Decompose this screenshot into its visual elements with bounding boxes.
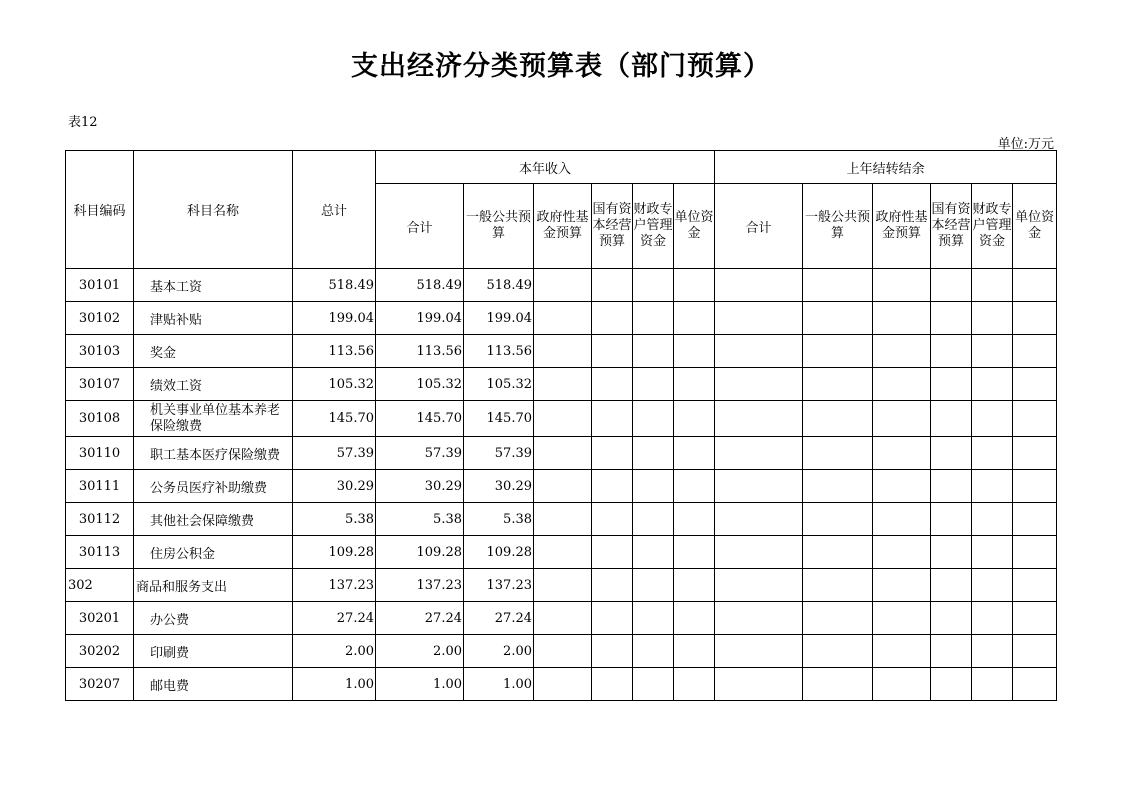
cell-general-budget: 105.32: [464, 368, 534, 401]
cell-general-budget: 113.56: [464, 335, 534, 368]
cell-empty: [534, 635, 592, 668]
cell-subtotal: 113.56: [376, 335, 464, 368]
cell-subtotal: 5.38: [376, 503, 464, 536]
cell-empty: [715, 536, 803, 569]
cell-empty: [592, 470, 633, 503]
cell-empty: [674, 470, 715, 503]
cell-empty: [674, 503, 715, 536]
cell-subtotal: 105.32: [376, 368, 464, 401]
cell-total: 30.29: [293, 470, 376, 503]
cell-empty: [715, 368, 803, 401]
cell-empty: [972, 335, 1013, 368]
cell-empty: [534, 470, 592, 503]
cell-empty: [873, 437, 931, 470]
cell-empty: [715, 602, 803, 635]
cell-empty: [592, 401, 633, 437]
cell-empty: [1013, 503, 1057, 536]
cell-empty: [873, 668, 931, 701]
cell-empty: [931, 368, 972, 401]
cell-code: 30102: [66, 302, 134, 335]
cell-total: 137.23: [293, 569, 376, 602]
cell-empty: [1013, 569, 1057, 602]
cell-empty: [931, 602, 972, 635]
cell-general-budget: 30.29: [464, 470, 534, 503]
cell-general-budget: 27.24: [464, 602, 534, 635]
header-name: 科目名称: [134, 151, 293, 269]
cell-empty: [972, 602, 1013, 635]
cell-empty: [1013, 401, 1057, 437]
cell-empty: [873, 569, 931, 602]
cell-subtotal: 145.70: [376, 401, 464, 437]
table-number: 表12: [68, 115, 98, 130]
cell-empty: [534, 569, 592, 602]
cell-name: 机关事业单位基本养老保险缴费: [134, 401, 293, 437]
cell-name: 绩效工资: [134, 368, 293, 401]
cell-name: 商品和服务支出: [134, 569, 293, 602]
cell-code: 30113: [66, 536, 134, 569]
cell-general-budget: 2.00: [464, 635, 534, 668]
cell-empty: [803, 368, 873, 401]
cell-subtotal: 1.00: [376, 668, 464, 701]
cell-empty: [592, 302, 633, 335]
header-subtotal-prior: 合计: [715, 184, 803, 269]
page-title: 支出经济分类预算表（部门预算）: [351, 51, 771, 82]
cell-empty: [803, 470, 873, 503]
cell-empty: [972, 569, 1013, 602]
cell-empty: [803, 668, 873, 701]
table-row: [66, 437, 1057, 470]
cell-code: 30110: [66, 437, 134, 470]
cell-empty: [972, 368, 1013, 401]
cell-empty: [633, 503, 674, 536]
header-current-year-income: 本年收入: [376, 151, 715, 184]
cell-empty: [715, 569, 803, 602]
cell-subtotal: 518.49: [376, 269, 464, 302]
cell-empty: [674, 335, 715, 368]
cell-code: 30112: [66, 503, 134, 536]
cell-name: 住房公积金: [134, 536, 293, 569]
cell-empty: [592, 437, 633, 470]
cell-empty: [931, 536, 972, 569]
cell-empty: [715, 668, 803, 701]
cell-empty: [873, 269, 931, 302]
cell-total: 109.28: [293, 536, 376, 569]
cell-empty: [674, 368, 715, 401]
cell-empty: [972, 668, 1013, 701]
table-row: [66, 335, 1057, 368]
cell-empty: [1013, 368, 1057, 401]
table-row: [66, 302, 1057, 335]
cell-empty: [931, 503, 972, 536]
cell-total: 57.39: [293, 437, 376, 470]
header-fiscal-special: 财政专户管理资金: [633, 184, 674, 269]
cell-empty: [592, 635, 633, 668]
cell-empty: [715, 302, 803, 335]
cell-empty: [873, 401, 931, 437]
cell-general-budget: 145.70: [464, 401, 534, 437]
cell-empty: [1013, 602, 1057, 635]
cell-subtotal: 30.29: [376, 470, 464, 503]
cell-general-budget: 57.39: [464, 437, 534, 470]
cell-empty: [674, 302, 715, 335]
cell-empty: [633, 470, 674, 503]
table-row: [66, 503, 1057, 536]
cell-empty: [592, 536, 633, 569]
cell-name: 基本工资: [134, 269, 293, 302]
cell-subtotal: 27.24: [376, 602, 464, 635]
cell-name: 公务员医疗补助缴费: [134, 470, 293, 503]
table-header: [66, 151, 1057, 269]
cell-empty: [534, 368, 592, 401]
header-total: 总计: [293, 151, 376, 269]
table-row: [66, 470, 1057, 503]
cell-empty: [534, 437, 592, 470]
cell-total: 5.38: [293, 503, 376, 536]
header-fiscal-special-prior: 财政专户管理资金: [972, 184, 1013, 269]
header-general-budget-prior: 一般公共预算: [803, 184, 873, 269]
cell-empty: [715, 269, 803, 302]
cell-name: 印刷费: [134, 635, 293, 668]
cell-empty: [592, 503, 633, 536]
cell-code: 30107: [66, 368, 134, 401]
cell-empty: [803, 401, 873, 437]
cell-empty: [972, 503, 1013, 536]
table-row: [66, 401, 1057, 437]
cell-empty: [972, 470, 1013, 503]
cell-empty: [803, 269, 873, 302]
cell-name: 津贴补贴: [134, 302, 293, 335]
cell-empty: [534, 602, 592, 635]
header-state-capital-prior: 国有资本经营预算: [931, 184, 972, 269]
cell-empty: [534, 668, 592, 701]
cell-empty: [1013, 470, 1057, 503]
cell-empty: [972, 401, 1013, 437]
cell-subtotal: 199.04: [376, 302, 464, 335]
header-state-capital: 国有资本经营预算: [592, 184, 633, 269]
cell-empty: [715, 437, 803, 470]
cell-empty: [674, 269, 715, 302]
cell-empty: [803, 335, 873, 368]
cell-empty: [931, 269, 972, 302]
cell-empty: [972, 269, 1013, 302]
table-row: [66, 635, 1057, 668]
cell-empty: [592, 569, 633, 602]
cell-general-budget: 5.38: [464, 503, 534, 536]
cell-empty: [534, 503, 592, 536]
cell-code: 30101: [66, 269, 134, 302]
cell-empty: [1013, 536, 1057, 569]
cell-name: 其他社会保障缴费: [134, 503, 293, 536]
cell-empty: [534, 335, 592, 368]
cell-empty: [1013, 437, 1057, 470]
cell-empty: [674, 569, 715, 602]
cell-name: 办公费: [134, 602, 293, 635]
cell-empty: [803, 635, 873, 668]
cell-code: 30207: [66, 668, 134, 701]
cell-empty: [873, 470, 931, 503]
cell-empty: [931, 470, 972, 503]
cell-empty: [674, 602, 715, 635]
cell-empty: [715, 335, 803, 368]
cell-empty: [633, 536, 674, 569]
cell-general-budget: 199.04: [464, 302, 534, 335]
cell-code: 30202: [66, 635, 134, 668]
cell-empty: [633, 335, 674, 368]
cell-subtotal: 137.23: [376, 569, 464, 602]
header-unit-fund: 单位资金: [674, 184, 715, 269]
cell-code: 30201: [66, 602, 134, 635]
cell-empty: [633, 668, 674, 701]
cell-empty: [674, 536, 715, 569]
cell-empty: [715, 635, 803, 668]
cell-empty: [873, 503, 931, 536]
cell-empty: [674, 668, 715, 701]
cell-empty: [931, 569, 972, 602]
cell-empty: [592, 602, 633, 635]
header-general-budget: 一般公共预算: [464, 184, 534, 269]
cell-empty: [972, 635, 1013, 668]
cell-empty: [931, 635, 972, 668]
cell-empty: [534, 401, 592, 437]
cell-name: 奖金: [134, 335, 293, 368]
cell-empty: [873, 368, 931, 401]
cell-empty: [592, 335, 633, 368]
cell-empty: [633, 368, 674, 401]
cell-empty: [873, 335, 931, 368]
header-gov-fund-prior: 政府性基金预算: [873, 184, 931, 269]
cell-empty: [674, 401, 715, 437]
header-prior-year-carryover: 上年结转结余: [715, 151, 1057, 184]
table-row: [66, 368, 1057, 401]
cell-code: 30103: [66, 335, 134, 368]
cell-empty: [972, 437, 1013, 470]
cell-empty: [972, 536, 1013, 569]
cell-empty: [873, 635, 931, 668]
cell-empty: [803, 437, 873, 470]
cell-total: 113.56: [293, 335, 376, 368]
header-subtotal: 合计: [376, 184, 464, 269]
cell-empty: [873, 536, 931, 569]
cell-empty: [803, 503, 873, 536]
cell-name: 邮电费: [134, 668, 293, 701]
cell-subtotal: 57.39: [376, 437, 464, 470]
cell-total: 199.04: [293, 302, 376, 335]
cell-subtotal: 109.28: [376, 536, 464, 569]
cell-empty: [972, 302, 1013, 335]
cell-total: 2.00: [293, 635, 376, 668]
cell-total: 27.24: [293, 602, 376, 635]
budget-table: [65, 150, 1057, 701]
cell-general-budget: 109.28: [464, 536, 534, 569]
cell-empty: [803, 302, 873, 335]
cell-code: 30111: [66, 470, 134, 503]
cell-total: 1.00: [293, 668, 376, 701]
cell-empty: [534, 536, 592, 569]
cell-empty: [633, 569, 674, 602]
cell-empty: [633, 635, 674, 668]
header-code: 科目编码: [66, 151, 134, 269]
table-row: [66, 269, 1057, 302]
table-row: [66, 536, 1057, 569]
cell-empty: [873, 602, 931, 635]
cell-empty: [931, 335, 972, 368]
cell-empty: [803, 569, 873, 602]
table-row: [66, 668, 1057, 701]
cell-empty: [633, 302, 674, 335]
cell-empty: [592, 668, 633, 701]
cell-empty: [592, 269, 633, 302]
cell-general-budget: 1.00: [464, 668, 534, 701]
table-row: [66, 569, 1057, 602]
cell-code: 30108: [66, 401, 134, 437]
cell-empty: [674, 635, 715, 668]
cell-empty: [633, 437, 674, 470]
table-row: [66, 602, 1057, 635]
header-gov-fund: 政府性基金预算: [534, 184, 592, 269]
cell-empty: [931, 437, 972, 470]
cell-empty: [1013, 269, 1057, 302]
cell-empty: [633, 602, 674, 635]
cell-empty: [715, 401, 803, 437]
unit-label: 单位:万元: [997, 137, 1054, 152]
cell-empty: [633, 401, 674, 437]
cell-general-budget: 518.49: [464, 269, 534, 302]
cell-total: 105.32: [293, 368, 376, 401]
cell-empty: [592, 368, 633, 401]
table-body: [66, 269, 1057, 701]
cell-subtotal: 2.00: [376, 635, 464, 668]
cell-empty: [873, 302, 931, 335]
cell-empty: [931, 302, 972, 335]
cell-empty: [715, 470, 803, 503]
cell-empty: [633, 269, 674, 302]
cell-total: 518.49: [293, 269, 376, 302]
cell-name: 职工基本医疗保险缴费: [134, 437, 293, 470]
cell-code: 302: [66, 569, 134, 602]
cell-empty: [1013, 335, 1057, 368]
cell-empty: [803, 602, 873, 635]
cell-empty: [1013, 302, 1057, 335]
cell-empty: [534, 269, 592, 302]
cell-empty: [1013, 635, 1057, 668]
cell-empty: [715, 503, 803, 536]
cell-empty: [534, 302, 592, 335]
cell-general-budget: 137.23: [464, 569, 534, 602]
cell-empty: [1013, 668, 1057, 701]
cell-empty: [803, 536, 873, 569]
cell-total: 145.70: [293, 401, 376, 437]
cell-empty: [931, 668, 972, 701]
header-unit-fund-prior: 单位资金: [1013, 184, 1057, 269]
cell-empty: [674, 437, 715, 470]
cell-empty: [931, 401, 972, 437]
